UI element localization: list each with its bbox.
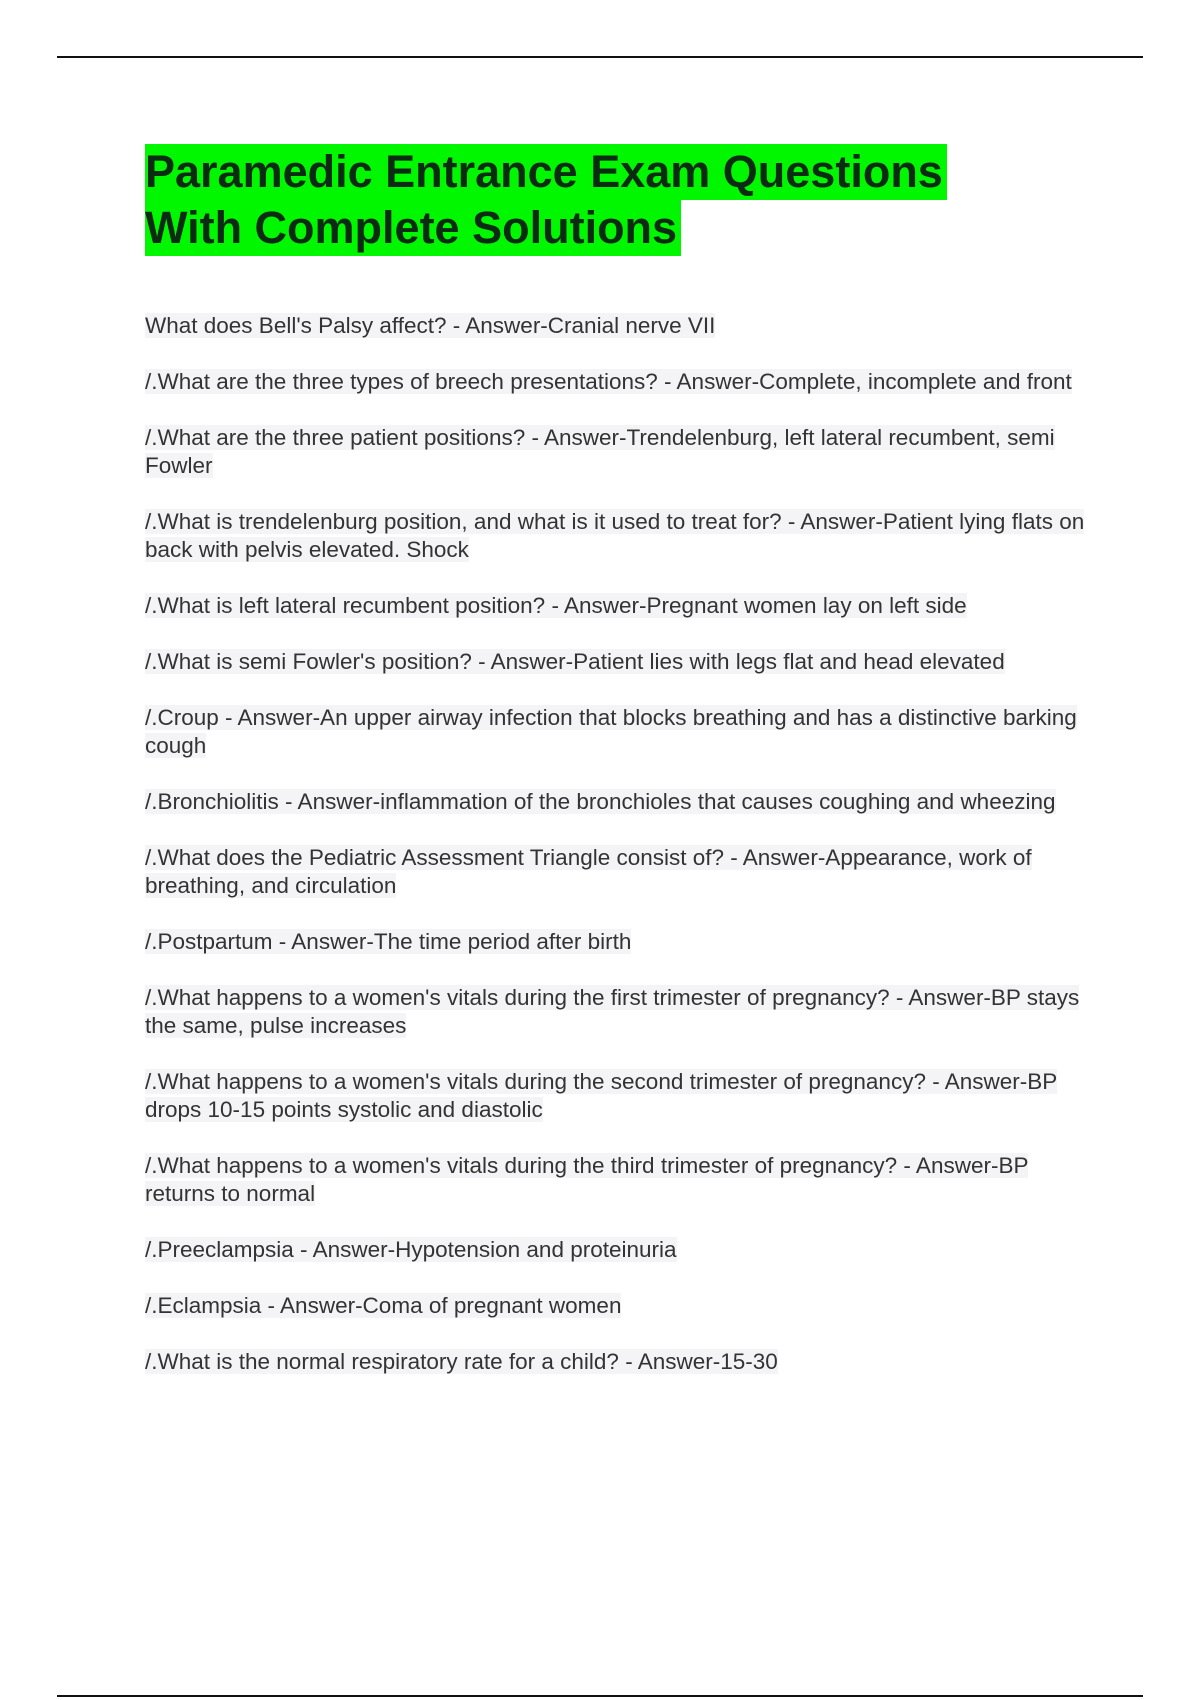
qa-text: /.Preeclampsia - Answer-Hypotension and proteinuria [145, 1237, 677, 1262]
qa-item-1 [145, 312, 1095, 340]
qa-item-16 [145, 1348, 1095, 1376]
qa-text: /.Bronchiolitis - Answer-inflammation of the bronchioles that causes coughing and wheezing [145, 789, 1056, 814]
qa-item-2 [145, 368, 1095, 396]
document-body [145, 144, 1095, 1404]
qa-text: /.What does the Pediatric Assessment Triangle consist of? - Answer-Appearance, work of breathing, and circulation [145, 845, 1032, 898]
qa-item-10 [145, 928, 1095, 956]
qa-text: /.What is trendelenburg position, and what is it used to treat for? - Answer-Patient lying flats on back with pelvis elevated. Shock [145, 509, 1085, 562]
qa-item-9 [145, 844, 1095, 900]
qa-item-15 [145, 1292, 1095, 1320]
qa-item-5 [145, 592, 1095, 620]
qa-text: /.What happens to a women's vitals during the first trimester of pregnancy? - Answer-BP stays the same, pulse increases [145, 985, 1080, 1038]
qa-text: /.What is left lateral recumbent position? - Answer-Pregnant women lay on left side [145, 593, 967, 618]
qa-text: What does Bell's Palsy affect? - Answer-Cranial nerve VII [145, 313, 716, 338]
question-answer-list [145, 312, 1095, 1376]
qa-item-6 [145, 648, 1095, 676]
qa-item-4 [145, 508, 1095, 564]
title-line-2: With Complete Solutions [145, 200, 681, 256]
qa-text: /.Postpartum - Answer-The time period after birth [145, 929, 632, 954]
title-line-1: Paramedic Entrance Exam Questions [145, 144, 947, 200]
page-top-rule [57, 56, 1143, 58]
qa-text: /.What happens to a women's vitals during the third trimester of pregnancy? - Answer-BP returns to normal [145, 1153, 1029, 1206]
qa-text: /.Eclampsia - Answer-Coma of pregnant women [145, 1293, 622, 1318]
qa-item-12 [145, 1068, 1095, 1124]
qa-item-3 [145, 424, 1095, 480]
qa-item-7 [145, 704, 1095, 760]
qa-text: /.What are the three patient positions? - Answer-Trendelenburg, left lateral recumbent, semi Fowler [145, 425, 1055, 478]
qa-text: /.Croup - Answer-An upper airway infection that blocks breathing and has a distinctive barking cough [145, 705, 1077, 758]
qa-item-14 [145, 1236, 1095, 1264]
qa-text: /.What is semi Fowler's position? - Answer-Patient lies with legs flat and head elevated [145, 649, 1005, 674]
qa-item-13 [145, 1152, 1095, 1208]
qa-text: /.What is the normal respiratory rate for a child? - Answer-15-30 [145, 1349, 778, 1374]
document-title [145, 144, 1095, 256]
qa-text: /.What happens to a women's vitals during the second trimester of pregnancy? - Answer-BP drops 10-15 points systolic and diastolic [145, 1069, 1058, 1122]
page-bottom-rule [57, 1695, 1143, 1697]
qa-text: /.What are the three types of breech presentations? - Answer-Complete, incomplete and front [145, 369, 1072, 394]
qa-item-8 [145, 788, 1095, 816]
qa-item-11 [145, 984, 1095, 1040]
